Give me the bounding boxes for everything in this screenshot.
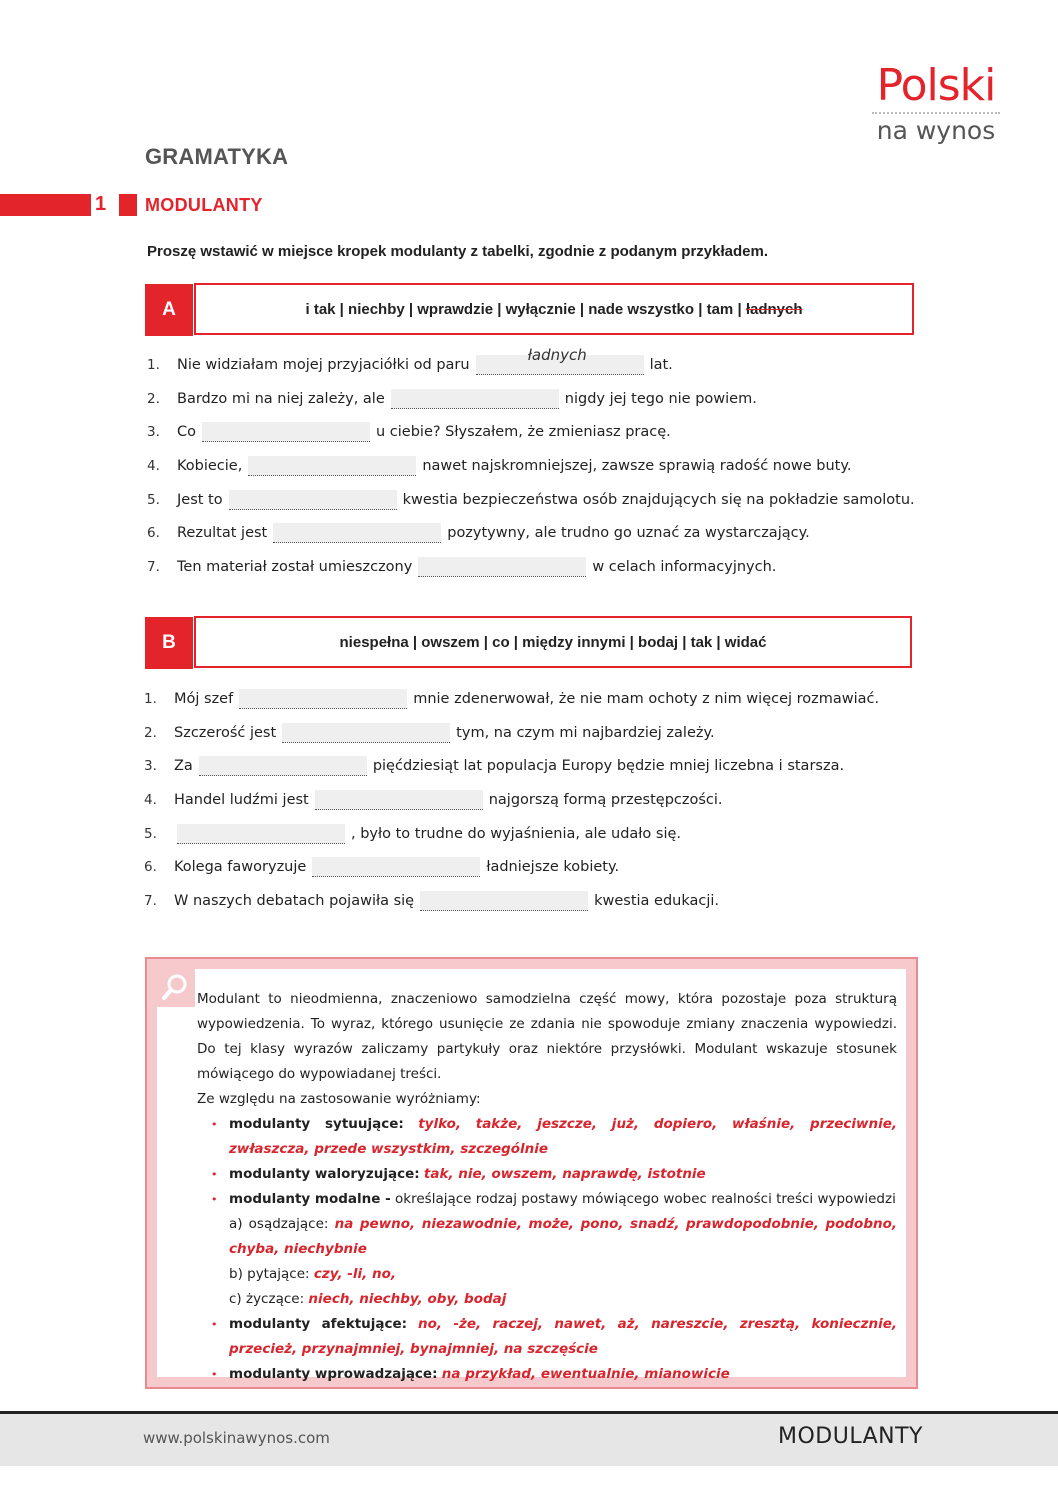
part-b-words: niespełna | owszem | co | między innymi | bodaj | tak | widać bbox=[339, 633, 767, 651]
subtype-label: a) osądzające: bbox=[229, 1216, 329, 1232]
part-b-word-bank bbox=[194, 616, 912, 668]
exercise-text-after: , było to trudne do wyjaśnienia, ale udało się. bbox=[351, 825, 682, 842]
subtype-label: c) życzące: bbox=[229, 1291, 305, 1307]
subtype-examples: na pewno, niezawodnie, może, pono, snadź, prawdopodobnie, podobno, chyba, niechybnie bbox=[229, 1216, 897, 1257]
section-title: GRAMATYKA bbox=[145, 144, 289, 169]
exercise-number-bar bbox=[0, 194, 91, 216]
exercise-text-before: Mój szef bbox=[174, 690, 234, 707]
exercise-text-after: najgorszą formą przestępczości. bbox=[488, 791, 723, 808]
exercise-item bbox=[147, 483, 915, 517]
part-a-exercise-list bbox=[147, 345, 915, 584]
part-a-struck-word: ładnych bbox=[745, 300, 803, 318]
answer-blank[interactable] bbox=[229, 490, 397, 510]
exercise-text-after: tym, na czym mi najbardziej zależy. bbox=[456, 724, 715, 741]
exercise-item bbox=[147, 382, 915, 416]
answer-blank[interactable] bbox=[476, 345, 644, 375]
filled-answer: ładnych bbox=[527, 345, 587, 364]
exercise-number: 6. bbox=[147, 525, 160, 542]
exercise-number-marker bbox=[119, 194, 137, 216]
exercise-text-before: W naszych debatach pojawiła się bbox=[174, 892, 415, 909]
type-label: modulanty sytuujące: bbox=[229, 1116, 404, 1132]
exercise-text-before: Jest to bbox=[177, 491, 223, 508]
type-wprowadzajace bbox=[211, 1362, 897, 1387]
exercise-item bbox=[144, 716, 879, 750]
type-waloryzujace bbox=[211, 1162, 897, 1187]
exercise-text-before: Handel ludźmi jest bbox=[174, 791, 309, 808]
answer-blank[interactable] bbox=[420, 891, 588, 911]
type-description: określające rodzaj postawy mówiącego wobec realności treści wypowiedzi bbox=[395, 1191, 896, 1207]
part-a-letter: A bbox=[145, 284, 193, 336]
exercise-number: 2. bbox=[147, 390, 160, 407]
exercise-item bbox=[144, 749, 879, 783]
search-icon bbox=[155, 967, 195, 1007]
answer-blank[interactable] bbox=[418, 557, 586, 577]
exercise-text-after: kwestia edukacji. bbox=[594, 892, 720, 909]
answer-blank[interactable] bbox=[248, 456, 416, 476]
exercise-text-after: pięćdziesiąt lat populacja Europy będzie mniej liczebna i starsza. bbox=[372, 758, 845, 775]
type-afektujace bbox=[211, 1312, 897, 1362]
exercise-item bbox=[147, 516, 915, 550]
exercise-number: 4. bbox=[144, 791, 157, 808]
exercise-text-after: pozytywny, ale trudno go uznać za wystarczający. bbox=[447, 525, 810, 542]
answer-blank[interactable] bbox=[202, 422, 370, 442]
exercise-text-after: lat. bbox=[649, 356, 673, 373]
answer-blank[interactable] bbox=[273, 523, 441, 543]
info-text bbox=[197, 987, 897, 1387]
answer-blank[interactable] bbox=[239, 689, 407, 709]
exercise-text-after: u ciebie? Słyszałem, że zmieniasz pracę. bbox=[376, 424, 671, 441]
exercise-text-after: ładniejsze kobiety. bbox=[486, 859, 620, 876]
exercise-number: 4. bbox=[147, 457, 160, 474]
part-b-letter: B bbox=[145, 617, 193, 669]
info-box bbox=[145, 957, 918, 1389]
part-a-words: i tak | niechby | wprawdzie | wyłącznie | nade wszystko | tam | bbox=[305, 300, 746, 318]
info-box-inner bbox=[157, 969, 906, 1382]
exercise-item bbox=[144, 884, 879, 918]
subtype-zyczace bbox=[211, 1287, 897, 1312]
type-examples: na przykład, ewentualnie, mianowicie bbox=[441, 1366, 730, 1382]
exercise-text-before: Ten materiał został umieszczony bbox=[177, 558, 413, 575]
type-label: modulanty modalne - bbox=[229, 1191, 391, 1207]
exercise-text-before: Kobiecie, bbox=[177, 457, 243, 474]
exercise-text-before: Szczerość jest bbox=[174, 724, 277, 741]
exercise-number: 3. bbox=[144, 758, 157, 775]
subtype-osadzajace bbox=[211, 1212, 897, 1262]
exercise-item bbox=[147, 449, 915, 483]
exercise-item bbox=[147, 345, 915, 382]
exercise-text-before: Za bbox=[174, 758, 193, 775]
subtype-pytajace bbox=[211, 1262, 897, 1287]
exercise-number: 6. bbox=[144, 859, 157, 876]
subtype-examples: niech, niechby, oby, bodaj bbox=[308, 1291, 507, 1307]
answer-blank[interactable] bbox=[177, 824, 345, 844]
answer-blank[interactable] bbox=[315, 790, 483, 810]
part-b-exercise-list bbox=[144, 682, 879, 918]
type-examples: tylko, także, jeszcze, już, dopiero, właśnie, przeciwnie, zwłaszcza, przede wszystkim, szczególnie bbox=[229, 1116, 897, 1157]
exercise-text-before: Rezultat jest bbox=[177, 525, 268, 542]
exercise-text-before: Bardzo mi na niej zależy, ale bbox=[177, 390, 385, 407]
exercise-text-after: kwestia bezpieczeństwa osób znajdujących się na pokładzie samolotu. bbox=[402, 491, 915, 508]
exercise-item bbox=[144, 817, 879, 851]
info-paragraph: Modulant to nieodmienna, znaczeniowo samodzielna część mowy, która pozostaje poza strukturą wypowiedzenia. To wyraz, którego usunięcie ze zdania nie spowoduje zmiany znaczenia wypowiedzi. Do tej klasy wyrazów zaliczamy partykuły oraz niektóre przysłówki. Modulant wskazuje stosunek mówiącego do wypowiadanej treści. bbox=[197, 991, 897, 1082]
type-examples: no, -że, raczej, nawet, aż, nareszcie, zresztą, koniecznie, przecież, przynajmniej, bynajmniej, na szczęście bbox=[229, 1316, 897, 1357]
exercise-text-after: nawet najskromniejszej, zawsze sprawią radość nowe buty. bbox=[422, 457, 852, 474]
answer-blank[interactable] bbox=[391, 389, 559, 409]
exercise-number: 5. bbox=[147, 491, 160, 508]
exercise-text-after: w celach informacyjnych. bbox=[592, 558, 777, 575]
exercise-item bbox=[147, 550, 915, 584]
logo bbox=[866, 62, 1006, 146]
exercise-number: 1. bbox=[147, 356, 160, 373]
subtype-examples: czy, -li, no, bbox=[313, 1266, 396, 1282]
exercise-number: 7. bbox=[147, 558, 160, 575]
exercise-text-before: Nie widziałam mojej przyjaciółki od paru bbox=[177, 356, 470, 373]
exercise-number: 1. bbox=[144, 690, 157, 707]
exercise-number: 3. bbox=[147, 424, 160, 441]
exercise-title: MODULANTY bbox=[145, 195, 263, 215]
modulant-types-list bbox=[211, 1112, 897, 1387]
exercise-number: 7. bbox=[144, 892, 157, 909]
exercise-number: 2. bbox=[144, 724, 157, 741]
type-label: modulanty waloryzujące: bbox=[229, 1166, 420, 1182]
info-intro: Ze względu na zastosowanie wyróżniamy: bbox=[197, 1091, 481, 1107]
exercise-number: 5. bbox=[144, 825, 157, 842]
answer-blank[interactable] bbox=[312, 857, 480, 877]
exercise-text-after: nigdy jej tego nie powiem. bbox=[564, 390, 757, 407]
type-modalne bbox=[211, 1187, 897, 1212]
part-a-word-bank bbox=[194, 283, 914, 335]
logo-subtitle: na wynos bbox=[876, 116, 996, 145]
logo-title: Polski bbox=[876, 60, 996, 111]
exercise-text-after: mnie zdenerwował, że nie mam ochoty z nim więcej rozmawiać. bbox=[413, 690, 880, 707]
exercise-item bbox=[144, 850, 879, 884]
footer-url[interactable]: www.polskinawynos.com bbox=[143, 1429, 330, 1447]
type-label: modulanty afektujące: bbox=[229, 1316, 408, 1332]
exercise-item bbox=[147, 415, 915, 449]
exercise-number: 1 bbox=[95, 193, 107, 215]
type-sytuujace bbox=[211, 1112, 897, 1162]
exercise-text-before: Kolega faworyzuje bbox=[174, 859, 307, 876]
type-label: modulanty wprowadzające: bbox=[229, 1366, 438, 1382]
answer-blank[interactable] bbox=[282, 723, 450, 743]
footer-title: MODULANTY bbox=[778, 1424, 923, 1449]
type-examples: tak, nie, owszem, naprawdę, istotnie bbox=[423, 1166, 706, 1182]
answer-blank[interactable] bbox=[199, 756, 367, 776]
subtype-label: b) pytające: bbox=[229, 1266, 310, 1282]
exercise-text-before: Co bbox=[177, 424, 196, 441]
logo-divider bbox=[872, 112, 1000, 114]
instruction: Proszę wstawić w miejsce kropek modulanty z tabelki, zgodnie z podanym przykładem. bbox=[147, 243, 769, 260]
exercise-item bbox=[144, 783, 879, 817]
exercise-item bbox=[144, 682, 879, 716]
